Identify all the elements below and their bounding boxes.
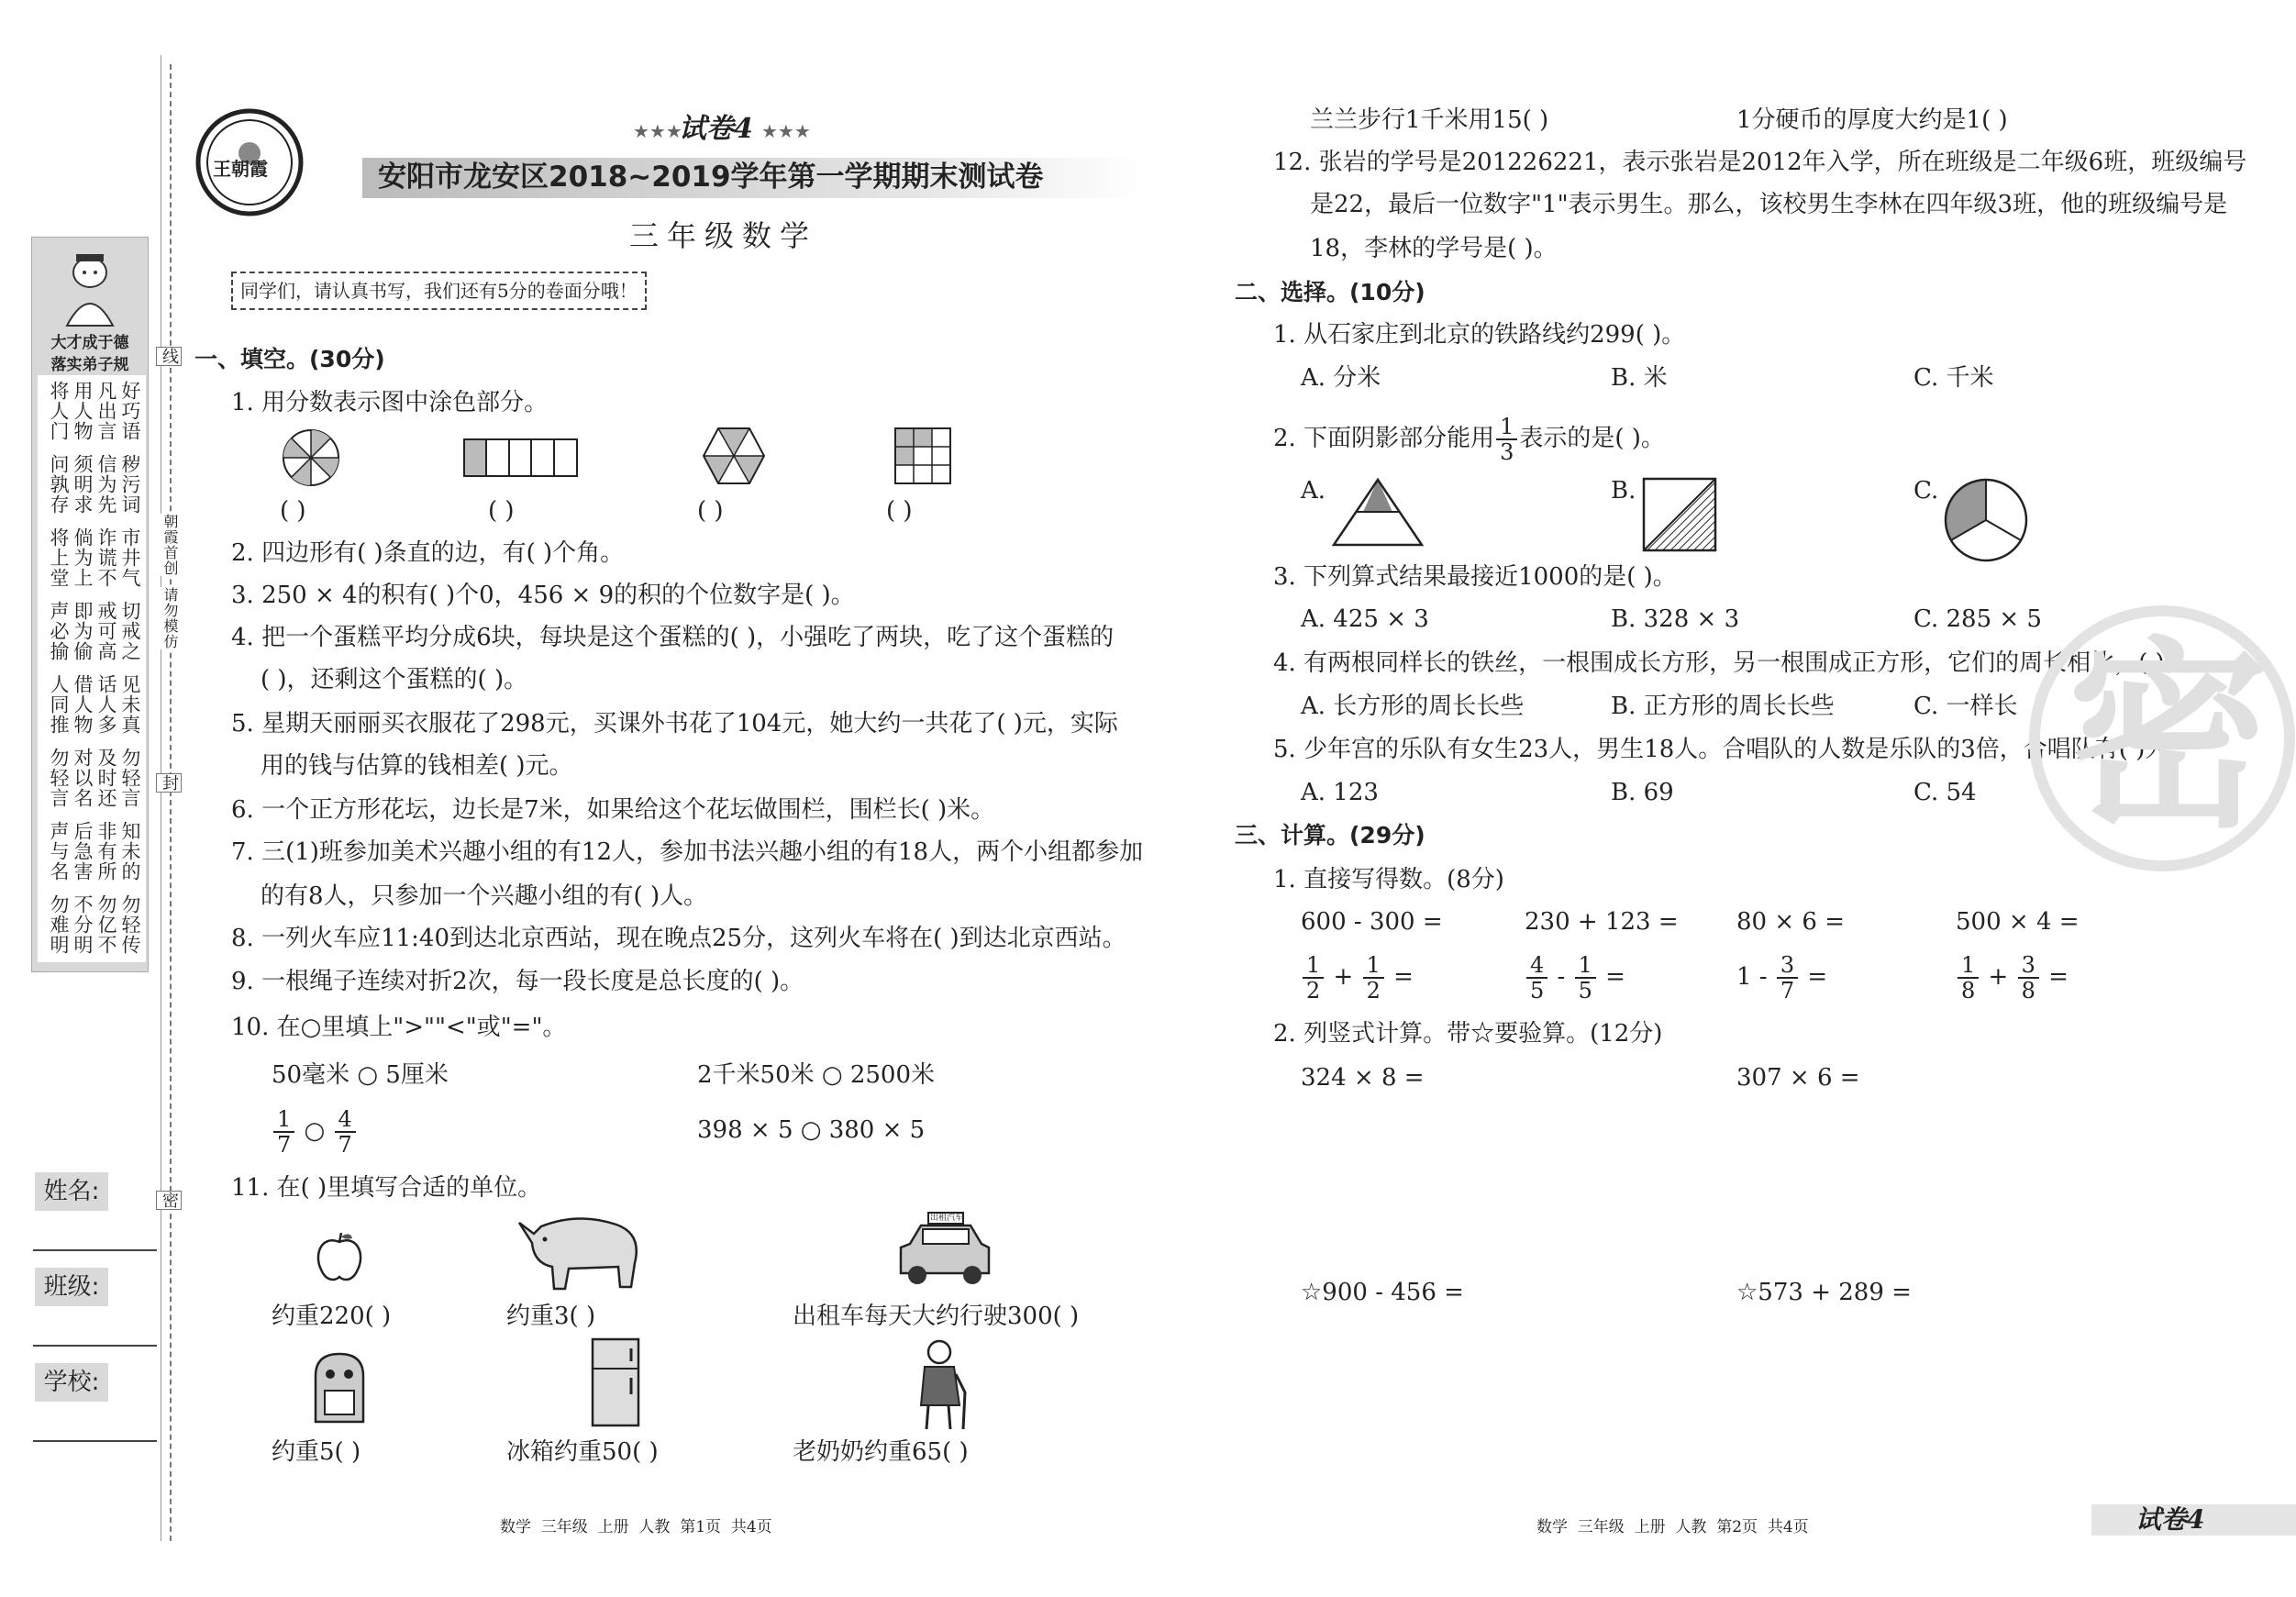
q11-item-grandma: 老奶奶约重65( ) <box>793 1438 969 1466</box>
c1-option-c[interactable]: C. 千米 <box>1913 364 1994 392</box>
q1-text: 1. 用分数表示图中涂色部分。 <box>231 389 549 416</box>
q10-compare-b: 2千米50米 ○ 2500米 <box>697 1061 936 1089</box>
grandmother-icon <box>908 1337 972 1434</box>
c5-option-a[interactable]: A. 123 <box>1301 779 1379 806</box>
q7-text-line2: 的有8人，只参加一个兴趣小组的有( )人。 <box>261 882 708 910</box>
left-page-footer: 数学 三年级 上册 人教 第1页 共4页 <box>500 1518 772 1536</box>
poem-column: 倘为上 <box>72 527 94 588</box>
operator: - <box>1758 963 1768 991</box>
poem-column: 人同推 <box>48 674 70 735</box>
corner-tag: 试卷4 <box>2135 1504 2205 1535</box>
class-field[interactable] <box>33 1345 157 1347</box>
circle-fraction-figure <box>280 427 342 489</box>
q12-text-line2: 是22，最后一位数字"1"表示男生。那么，该校男生李林在四年级3班，他的班级编号是 <box>1310 191 2228 218</box>
c3-option-a[interactable]: A. 425 × 3 <box>1301 605 1429 633</box>
poem-column: 戒可高 <box>95 601 117 661</box>
c4-text: 4. 有两根同样长的铁丝，一根围成长方形，另一根围成正方形，它们的周长相比，( )。 <box>1273 649 2189 677</box>
fraction-1-2-a: $\frac{1}{2}$ <box>1303 953 1324 1003</box>
seal-char: 密 <box>2068 620 2270 855</box>
poem-column: 话人多 <box>95 674 117 735</box>
square-option-figure <box>1642 477 1717 552</box>
c4-option-a[interactable]: A. 长方形的周长长些 <box>1301 693 1525 720</box>
poem-column: 凡出言 <box>95 381 117 441</box>
k1-frac-expr-4 <box>1956 948 2069 1005</box>
motto-top: 大才成于德 <box>50 334 129 352</box>
q8-text: 8. 一列火车应11:40到达北京西站，现在晚点25分，这列火车将在( )到达北京西站。 <box>231 925 1126 952</box>
right-page-footer: 数学 三年级 上册 人教 第2页 共4页 <box>1536 1518 1809 1536</box>
hexagon-fraction-figure <box>702 427 766 485</box>
tear-label-5: 密 <box>156 1191 182 1210</box>
k2-expr-3: ☆900 - 456 = <box>1301 1279 1464 1306</box>
poem-column: 知未的 <box>119 821 141 882</box>
operator: + <box>1333 963 1354 991</box>
poem-column: 勿轻传 <box>119 894 141 955</box>
c5-option-c[interactable]: C. 54 <box>1913 779 1977 806</box>
k2-text: 2. 列竖式计算。带☆要验算。(12分) <box>1273 1020 1663 1048</box>
q10-compare-d: 398 × 5 ○ 380 × 5 <box>697 1116 926 1144</box>
exam-title: 安阳市龙安区2018~2019学年第一学期期末测试卷 <box>378 161 1044 194</box>
poem-column: 勿轻言 <box>119 748 141 808</box>
c1-option-a[interactable]: A. 分米 <box>1301 364 1381 392</box>
poem-column: 信为先 <box>95 454 117 515</box>
equals: = <box>1807 963 1828 991</box>
poem-column: 非有所 <box>95 821 117 882</box>
motto-poem <box>38 375 146 962</box>
c3-text: 3. 下列算式结果最接近1000的是( )。 <box>1273 563 1677 591</box>
q11-item-apple: 约重220( ) <box>272 1303 392 1330</box>
poem-column: 问孰存 <box>48 454 70 515</box>
c5-text: 5. 少年宫的乐队有女生23人，男生18人。合唱队的人数是乐队的3倍，合唱队有( )人。 <box>1273 736 2193 763</box>
triangle-option-figure <box>1332 477 1424 547</box>
fraction-4-5: $\frac{4}{5}$ <box>1526 953 1547 1003</box>
c2-option-c[interactable]: C. <box>1913 477 1939 505</box>
equals: = <box>2048 963 2069 991</box>
dashed-cut-line <box>170 64 172 1541</box>
poem-column: 勿难明 <box>48 894 70 955</box>
poem-column: 不分明 <box>72 894 94 955</box>
poem-column: 好巧语 <box>119 381 141 441</box>
q1-answer-1[interactable]: ( ) <box>280 497 306 525</box>
brand-text: 王朝霞 <box>213 158 268 180</box>
q11-walk-line: 兰兰步行1千米用15( ) <box>1310 106 1549 134</box>
refrigerator-icon <box>589 1337 642 1429</box>
poem-column: 将人门 <box>48 381 70 441</box>
taxi-sign: 出租汽车 <box>930 1214 964 1223</box>
series-stars-right: ★★★ <box>761 120 811 142</box>
c3-option-c[interactable]: C. 285 × 5 <box>1913 605 2042 633</box>
section1-title: 一、填空。(30分) <box>194 346 385 372</box>
subject-title: 三年级数学 <box>629 218 818 253</box>
grid-fraction-figure <box>894 427 951 484</box>
c4-option-c[interactable]: C. 一样长 <box>1913 693 2018 720</box>
tear-label-2: 朝霞首创 <box>158 514 182 576</box>
q1-answer-3[interactable]: ( ) <box>697 497 724 525</box>
school-field[interactable] <box>33 1440 157 1442</box>
c2-prefix: 2. 下面阴影部分能用 <box>1273 425 1495 452</box>
fraction-1-5: $\frac{1}{5}$ <box>1575 953 1596 1003</box>
motto-panel <box>31 237 149 972</box>
c5-option-b[interactable]: B. 69 <box>1611 779 1674 806</box>
q10-text: 10. 在○里填上">""<"或"="。 <box>231 1014 567 1041</box>
fraction-4-7: $\frac{4}{7}$ <box>335 1107 356 1157</box>
c2-option-b[interactable]: B. <box>1611 477 1636 505</box>
poem-column: 声与名 <box>48 821 70 882</box>
c2-option-a[interactable]: A. <box>1301 477 1326 505</box>
k1-expr-4: 500 × 4 = <box>1956 908 2080 936</box>
q5-text-line1: 5. 星期天丽丽买衣服花了298元，买课外书花了104元，她大约一共花了( )元，实际 <box>231 710 1118 738</box>
poem-column: 见未真 <box>119 674 141 735</box>
poem-column: 秽污词 <box>119 454 141 515</box>
notice-box: 同学们，请认真书写，我们还有5分的卷面分哦！ <box>231 272 647 310</box>
poem-column: 切戒之 <box>119 601 141 661</box>
k1-expr-1: 600 - 300 = <box>1301 908 1443 936</box>
q3-text: 3. 250 × 4的积有( )个0，456 × 9的积的个位数字是( )。 <box>231 582 855 609</box>
motto-bottom: 落实弟子规 <box>50 356 129 374</box>
k1-frac-expr-1 <box>1301 948 1414 1005</box>
rhino-icon <box>514 1206 647 1293</box>
fraction-1-2-b: $\frac{1}{2}$ <box>1363 953 1384 1003</box>
operator: + <box>1988 963 2009 991</box>
q1-answer-4[interactable]: ( ) <box>886 497 913 525</box>
bar-fraction-figure <box>463 438 578 477</box>
series-label: 试卷4 <box>679 113 753 145</box>
poem-column: 对以名 <box>72 748 94 808</box>
poem-column: 勿亿不 <box>95 894 117 955</box>
k1-expr-3: 80 × 6 = <box>1736 908 1845 936</box>
name-field[interactable] <box>33 1249 157 1251</box>
scholar-illustration <box>49 245 131 327</box>
equals: = <box>1605 963 1625 991</box>
q4-text-line1: 4. 把一个蛋糕平均分成6块，每块是这个蛋糕的( )，小强吃了两块，吃了这个蛋糕的 <box>231 624 1115 651</box>
k2-expr-2: 307 × 6 = <box>1736 1064 1860 1092</box>
poem-column: 后急害 <box>72 821 94 882</box>
c2-suffix: 表示的是( )。 <box>1519 425 1665 452</box>
poem-column: 勿轻言 <box>48 748 70 808</box>
poem-column: 将上堂 <box>48 527 70 588</box>
tear-label-1: 线 <box>156 347 182 366</box>
poem-column: 声必揄 <box>48 601 70 661</box>
poem-column: 诈谎不 <box>95 527 117 588</box>
q4-text-line2: ( )，还剩这个蛋糕的( )。 <box>261 666 528 693</box>
q11-coin-line: 1分硬币的厚度大约是1( ) <box>1736 106 2008 134</box>
equals: = <box>1393 963 1414 991</box>
poem-column: 市井气 <box>119 527 141 588</box>
c3-option-b[interactable]: B. 328 × 3 <box>1611 605 1740 633</box>
poem-column: 及时还 <box>95 748 117 808</box>
poem-column: 用人物 <box>72 381 94 441</box>
q11-item-fridge: 冰箱约重50( ) <box>506 1438 659 1466</box>
fraction-1-8: $\frac{1}{8}$ <box>1958 953 1979 1003</box>
fraction-1-3: $\frac{1}{3}$ <box>1496 415 1517 464</box>
poem-column: 即为偷 <box>72 601 94 661</box>
q5-text-line2: 用的钱与估算的钱相差( )元。 <box>261 752 573 780</box>
section3-title: 三、计算。(29分) <box>1235 822 1425 848</box>
poem-column: 须明求 <box>72 454 94 515</box>
q1-answer-2[interactable]: ( ) <box>488 497 515 525</box>
fraction-3-7: $\frac{3}{7}$ <box>1777 953 1798 1003</box>
fraction-1-7: $\frac{1}{7}$ <box>273 1107 294 1157</box>
q10-compare-c <box>272 1103 358 1159</box>
q11-item-taxi: 出租车每天大约行驶300( ) <box>793 1303 1080 1330</box>
k1-frac-expr-2 <box>1525 948 1625 1005</box>
backpack-icon <box>303 1348 376 1429</box>
q10-compare-a: 50毫米 ○ 5厘米 <box>272 1061 449 1089</box>
tear-label-4: 封 <box>156 773 182 793</box>
q11-text: 11. 在( )里填写合适的单位。 <box>231 1174 542 1202</box>
k1-expr-2: 230 + 123 = <box>1525 908 1679 936</box>
q12-text-line3: 18，李林的学号是( )。 <box>1310 235 1558 262</box>
pie-option-figure <box>1943 477 2030 564</box>
name-label: 姓名: <box>35 1172 108 1211</box>
class-label: 班级: <box>35 1268 108 1306</box>
k1-text: 1. 直接写得数。(8分) <box>1273 866 1504 893</box>
series-stars: ★★★ <box>633 120 682 142</box>
fraction-3-8: $\frac{3}{8}$ <box>2018 953 2039 1003</box>
q11-item-rhino: 约重3( ) <box>506 1303 596 1330</box>
compare-circle[interactable]: ○ <box>304 1117 326 1145</box>
c1-option-b[interactable]: B. 米 <box>1611 364 1668 392</box>
c1-text: 1. 从石家庄到北京的铁路线约299( )。 <box>1273 321 1686 349</box>
q9-text: 9. 一根绳子连续对折2次，每一段长度是总长度的( )。 <box>231 968 804 995</box>
apple-icon <box>312 1229 367 1284</box>
confidential-seal <box>2029 605 2295 871</box>
c2-text <box>1273 411 1665 466</box>
school-label: 学校: <box>35 1363 108 1402</box>
whole-number: 1 <box>1736 963 1752 991</box>
k1-frac-expr-3 <box>1736 948 1827 1005</box>
k2-expr-1: 324 × 8 = <box>1301 1064 1425 1092</box>
operator: - <box>1557 963 1566 991</box>
q2-text: 2. 四边形有( )条直的边，有( )个角。 <box>231 539 625 567</box>
poem-column: 借人物 <box>72 674 94 735</box>
q7-text-line1: 7. 三(1)班参加美术兴趣小组的有12人，参加书法兴趣小组的有18人，两个小组都参加 <box>231 838 1144 866</box>
q11-item-backpack: 约重5( ) <box>272 1438 361 1466</box>
tear-label-3: 请勿模仿 <box>158 587 182 649</box>
k2-expr-4: ☆573 + 289 = <box>1736 1279 1912 1306</box>
section2-title: 二、选择。(10分) <box>1235 279 1425 305</box>
c4-option-b[interactable]: B. 正方形的周长长些 <box>1611 693 1835 720</box>
q6-text: 6. 一个正方形花坛，边长是7米，如果给这个花坛做围栏，围栏长( )米。 <box>231 796 995 824</box>
q12-text-line1: 12. 张岩的学号是201226221，表示张岩是2012年入学，所在班级是二年级6班，班级编号 <box>1273 149 2247 176</box>
